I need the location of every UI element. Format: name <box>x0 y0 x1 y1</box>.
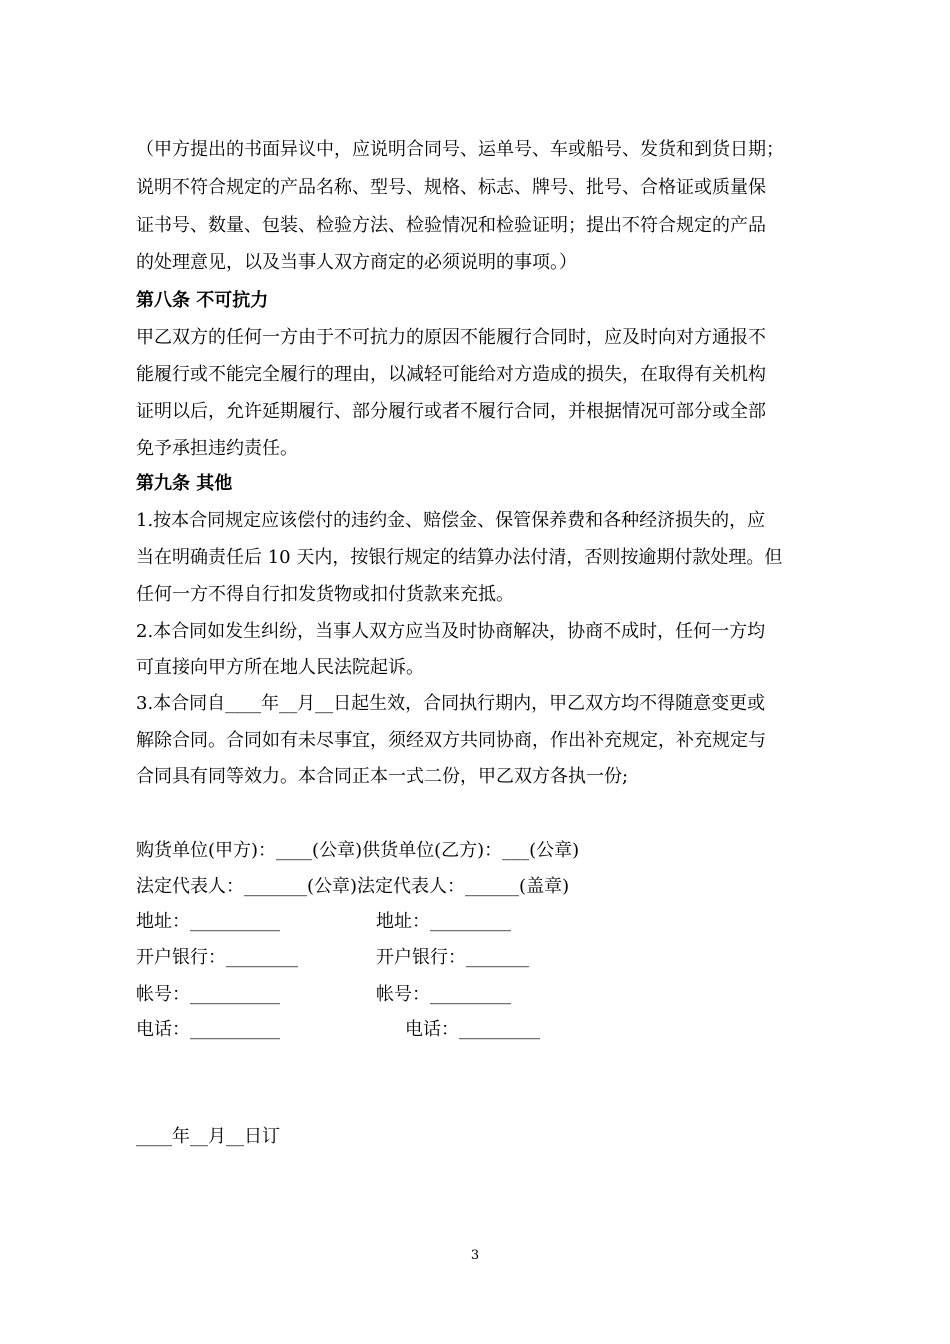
signature-representative-line: 法定代表人：_______(公章)法定代表人：______(盖章) <box>136 876 570 897</box>
article9-item1-line-3: 任何一方不得自行扣发货物或扣付货款来充抵。 <box>136 584 514 605</box>
article9-title: 第九条 其他 <box>136 473 233 494</box>
article9-item2-line-1: 2.本合同如发生纠纷，当事人双方应当及时协商解决，协商不成时，任何一方均 <box>136 621 766 642</box>
intro-line-2: 说明不符合规定的产品名称、型号、规格、标志、牌号、批号、合格证或质量保 <box>136 177 766 198</box>
article9-item1-line-2: 当在明确责任后 10 天内，按银行规定的结算办法付清，否则按逾期付款处理。但 <box>136 547 783 568</box>
intro-line-3: 证书号、数量、包装、检验方法、检验情况和检验证明；提出不符合规定的产品 <box>136 215 766 236</box>
intro-line-1: （甲方提出的书面异议中，应说明合同号、运单号、车或船号、发货和到货日期； <box>136 139 784 160</box>
intro-line-4: 的处理意见，以及当事人双方商定的必须说明的事项。） <box>136 252 577 273</box>
article8-line-4: 免予承担违约责任。 <box>136 438 298 459</box>
party-b-phone: 电话：_________ <box>405 1019 540 1040</box>
signature-units-line: 购货单位(甲方)：____(公章)供货单位(乙方)：___(公章) <box>136 840 580 861</box>
article9-item1-line-1: 1.按本合同规定应该偿付的违约金、赔偿金、保管保养费和各种经济损失的，应 <box>136 510 766 531</box>
article9-item3-line-3: 合同具有同等效力。本合同正本一式二份，甲乙双方各执一份; <box>136 766 629 787</box>
party-a-bank: 开户银行：________ <box>136 947 298 968</box>
article8-line-2: 能履行或不能完全履行的理由，以减轻可能给对方造成的损失，在取得有关机构 <box>136 364 766 385</box>
page-number: 3 <box>470 1248 480 1263</box>
party-b-address: 地址：_________ <box>376 911 511 932</box>
party-a-address: 地址：__________ <box>136 911 280 932</box>
article8-line-1: 甲乙双方的任何一方由于不可抗力的原因不能履行合同时，应及时向对方通报不 <box>136 327 766 348</box>
party-b-account: 帐号：_________ <box>376 984 511 1005</box>
article9-item3-line-1: 3.本合同自____年__月__日起生效，合同执行期内，甲乙双方均不得随意变更或 <box>136 693 766 714</box>
article8-title: 第八条 不可抗力 <box>136 290 269 311</box>
party-a-account: 帐号：__________ <box>136 984 280 1005</box>
article9-item2-line-2: 可直接向甲方所在地人民法院起诉。 <box>136 657 424 678</box>
signing-date-line: ____年__月__日订 <box>136 1126 280 1147</box>
article8-line-3: 证明以后，允许延期履行、部分履行或者不履行合同，并根据情况可部分或全部 <box>136 401 766 422</box>
article9-item3-line-2: 解除合同。合同如有未尽事宜，须经双方共同协商，作出补充规定，补充规定与 <box>136 730 766 751</box>
party-b-bank: 开户银行：_______ <box>376 947 529 968</box>
party-a-phone: 电话：__________ <box>136 1019 280 1040</box>
